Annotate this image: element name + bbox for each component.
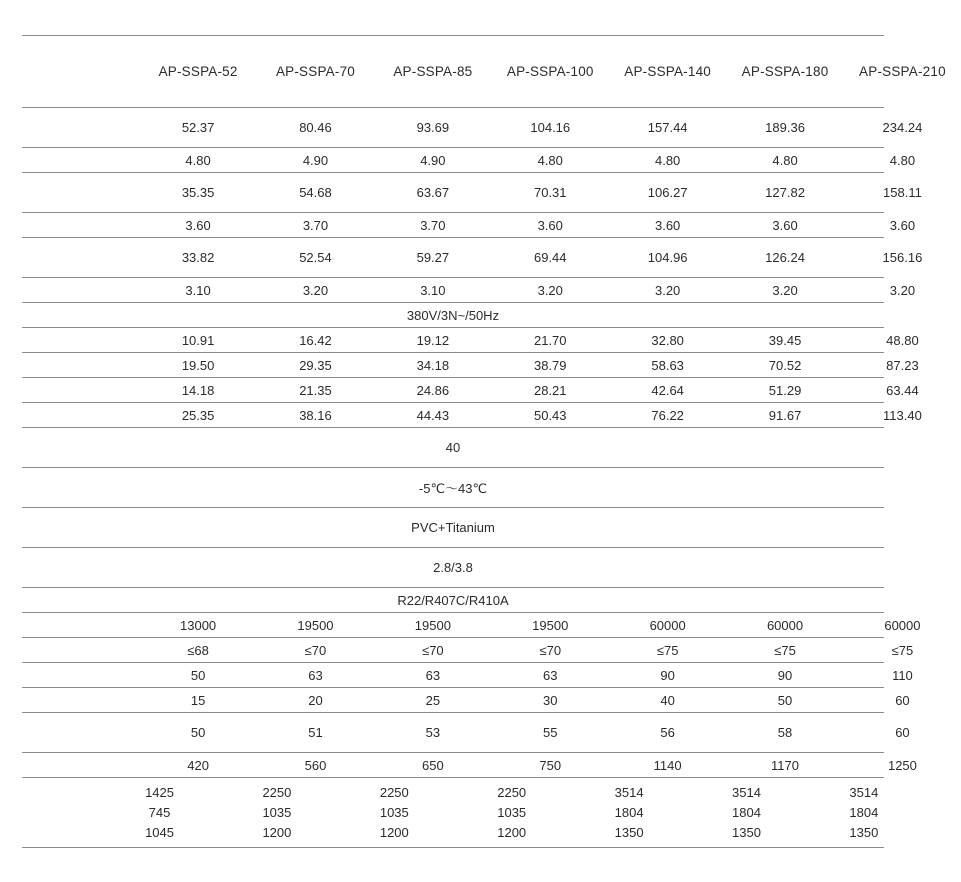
spec-row-shared [22, 548, 884, 588]
spec-row-shared [22, 303, 884, 328]
spec-value: ≤70 [304, 642, 327, 658]
spec-value: 50 [190, 725, 206, 740]
spec-value: 24.86 [416, 382, 450, 398]
spec-value: 3.60 [772, 217, 798, 233]
spec-value: 60000 [884, 617, 921, 633]
spec-value: 19.12 [416, 332, 450, 348]
spec-row-shared [22, 428, 884, 468]
shared-spec-value: -5℃～43℃ [418, 481, 488, 496]
spec-value: 63.44 [886, 382, 919, 398]
spec-value: 3.60 [185, 217, 211, 233]
spec-value: 21.70 [533, 332, 567, 348]
spec-value: 25 [425, 692, 441, 708]
model-header-row [22, 36, 946, 108]
model-header-ap-sspa-85: AP-SSPA-85 [393, 64, 473, 79]
spec-value: 189.36 [765, 120, 805, 135]
spec-value: 4.80 [772, 152, 798, 168]
spec-value: 3.60 [889, 217, 916, 233]
dimension-value: 3514 [614, 785, 644, 800]
spec-value: 59.27 [416, 250, 450, 265]
spec-row [22, 638, 914, 663]
spec-value: 52.37 [181, 120, 215, 135]
shared-spec-value: PVC+Titanium [411, 520, 495, 535]
spec-value: 90 [660, 667, 675, 683]
dimension-value: 2250 [497, 785, 527, 800]
spec-value: 1170 [771, 757, 800, 773]
spec-value: 25.35 [181, 407, 215, 423]
spec-value: 113.40 [883, 407, 922, 423]
spec-value: 3.20 [302, 282, 329, 298]
spec-value: 54.68 [299, 185, 332, 200]
dimension-value: 1035 [262, 805, 292, 820]
dimension-line [0, 823, 923, 843]
dimension-line [0, 783, 923, 803]
spec-value: 3.20 [772, 282, 798, 298]
spec-value: 69.44 [533, 250, 567, 265]
spec-value: 127.82 [765, 185, 805, 200]
spec-value: 650 [422, 757, 444, 773]
dimension-value: 1200 [379, 825, 409, 840]
spec-row [22, 403, 922, 428]
spec-value: 35.35 [181, 185, 215, 200]
spec-value: 63 [308, 667, 323, 683]
spec-value: 93.69 [416, 120, 450, 135]
spec-row-shared [22, 468, 884, 508]
model-header-ap-sspa-140: AP-SSPA-140 [624, 64, 712, 79]
spec-value: 104.96 [647, 250, 688, 265]
spec-row [22, 328, 919, 353]
dimension-value: 3514 [849, 785, 879, 800]
spec-value: 4.80 [889, 152, 916, 168]
spec-value: 32.80 [651, 332, 684, 348]
spec-row [22, 353, 919, 378]
spec-value: 52.54 [299, 250, 332, 265]
spec-value: ≤75 [891, 642, 914, 658]
spec-row [22, 108, 923, 148]
spec-row [22, 663, 913, 688]
spec-value: 158.11 [883, 185, 922, 200]
spec-row [22, 378, 919, 403]
spec-value: 40 [660, 692, 675, 708]
dimension-value: 1035 [497, 805, 527, 820]
spec-value: 38.79 [533, 357, 567, 373]
spec-value: 63 [425, 667, 441, 683]
spec-value: 560 [304, 757, 327, 773]
dimension-value: 2250 [379, 785, 409, 800]
spec-value: 60000 [766, 617, 804, 633]
spec-value: 39.45 [768, 332, 802, 348]
spec-table [22, 35, 946, 848]
spec-value: ≤68 [187, 642, 209, 658]
model-header-ap-sspa-210: AP-SSPA-210 [859, 64, 946, 79]
spec-value: 51 [308, 725, 323, 740]
spec-row [22, 753, 917, 778]
spec-value: 4.90 [420, 152, 446, 168]
spec-value: 3.10 [420, 282, 446, 298]
spec-value: 19500 [532, 617, 569, 633]
spec-value: 63 [543, 667, 558, 683]
spec-value: 90 [777, 667, 793, 683]
dimension-value: 2250 [262, 785, 292, 800]
shared-spec-value: 380V/3N~/50Hz [406, 307, 500, 323]
spec-value: 60000 [649, 617, 686, 633]
spec-value: 420 [187, 757, 209, 773]
spec-value: 51.29 [768, 382, 802, 398]
spec-value: 28.21 [533, 382, 567, 398]
spec-value: 234.24 [882, 120, 923, 135]
spec-row [22, 238, 923, 278]
spec-row [22, 213, 916, 238]
spec-value: 750 [539, 757, 562, 773]
spec-value: 58 [777, 725, 793, 740]
spec-value: 91.67 [768, 407, 802, 423]
spec-row [22, 688, 910, 713]
dimension-value: 1200 [262, 825, 292, 840]
spec-value: 58.63 [651, 357, 684, 373]
spec-value: 38.16 [299, 407, 332, 423]
dimension-value: 1425 [145, 785, 174, 800]
spec-value: 29.35 [299, 357, 332, 373]
spec-row-shared [22, 588, 884, 613]
spec-value: 33.82 [181, 250, 215, 265]
spec-value: 104.16 [530, 120, 571, 135]
spec-value: 4.90 [302, 152, 329, 168]
spec-value: 110 [892, 667, 913, 683]
spec-value: 76.22 [651, 407, 684, 423]
spec-value: 156.16 [882, 250, 923, 265]
dimension-value: 1350 [849, 825, 879, 840]
spec-value: 16.42 [299, 332, 332, 348]
spec-row [22, 148, 916, 173]
spec-value: 55 [543, 725, 558, 740]
dimension-value: 1350 [732, 825, 761, 840]
spec-value: 20 [308, 692, 323, 708]
spec-value: 70.31 [533, 185, 567, 200]
model-header-ap-sspa-52: AP-SSPA-52 [158, 64, 238, 79]
spec-value: ≤70 [422, 642, 444, 658]
spec-value: 42.64 [651, 382, 684, 398]
spec-row-shared [22, 508, 884, 548]
dimension-value: 745 [148, 805, 171, 820]
spec-value: 87.23 [886, 357, 919, 373]
spec-row [22, 713, 910, 753]
spec-value: 21.35 [299, 382, 332, 398]
spec-value: 10.91 [181, 332, 215, 348]
spec-row [22, 173, 922, 213]
spec-value: 3.60 [537, 217, 563, 233]
spec-value: 3.20 [537, 282, 563, 298]
spec-value: 1250 [887, 757, 917, 773]
spec-value: 4.80 [654, 152, 681, 168]
spec-value: 126.24 [765, 250, 805, 265]
dimension-value: 1350 [614, 825, 644, 840]
spec-value: 60 [895, 725, 910, 740]
dimension-value: 1200 [497, 825, 527, 840]
spec-value: 14.18 [181, 382, 215, 398]
spec-value: 34.18 [416, 357, 450, 373]
spec-value: 48.80 [886, 332, 919, 348]
spec-row [22, 613, 921, 638]
spec-value: 3.70 [302, 217, 329, 233]
spec-value: 3.60 [654, 217, 681, 233]
spec-value: 3.70 [420, 217, 446, 233]
dimension-value: 1035 [379, 805, 409, 820]
spec-value: 19500 [297, 617, 334, 633]
dimension-value: 1804 [614, 805, 644, 820]
spec-value: 1140 [653, 757, 682, 773]
shared-spec-value: 40 [445, 440, 461, 455]
spec-row [22, 278, 916, 303]
dimension-line [0, 803, 923, 823]
spec-value: 3.10 [185, 282, 211, 298]
spec-value: ≤70 [539, 642, 562, 658]
spec-value: 15 [190, 692, 206, 708]
shared-spec-value: R22/R407C/R410A [397, 592, 509, 608]
spec-value: 60 [895, 692, 910, 708]
spec-value: 80.46 [299, 120, 332, 135]
spec-value: 19.50 [181, 357, 215, 373]
spec-value: 4.80 [185, 152, 211, 168]
spec-value: 50 [190, 667, 206, 683]
spec-value: 3.20 [889, 282, 916, 298]
spec-value: 106.27 [647, 185, 688, 200]
spec-value: 50 [777, 692, 793, 708]
model-header-ap-sspa-100: AP-SSPA-100 [506, 64, 594, 79]
dimension-value: 1045 [145, 825, 174, 840]
spec-value: ≤75 [656, 642, 679, 658]
shared-spec-value: 2.8/3.8 [433, 560, 473, 575]
spec-value: 50.43 [533, 407, 567, 423]
dimension-value: 1804 [732, 805, 761, 820]
spec-value: ≤75 [774, 642, 796, 658]
spec-value: 53 [425, 725, 441, 740]
spec-value: 157.44 [647, 120, 688, 135]
spec-value: 70.52 [768, 357, 802, 373]
spec-value: 13000 [180, 617, 217, 633]
model-header-ap-sspa-70: AP-SSPA-70 [275, 64, 355, 79]
spec-value: 4.80 [537, 152, 563, 168]
spec-value: 56 [660, 725, 675, 740]
spec-value: 63.67 [416, 185, 450, 200]
dimension-value: 3514 [732, 785, 761, 800]
spec-value: 30 [543, 692, 558, 708]
model-header-ap-sspa-180: AP-SSPA-180 [741, 64, 829, 79]
spec-value: 3.20 [654, 282, 681, 298]
dimensions-row [22, 778, 884, 848]
spec-value: 44.43 [416, 407, 450, 423]
spec-value: 19500 [414, 617, 451, 633]
dimension-value: 1804 [849, 805, 879, 820]
